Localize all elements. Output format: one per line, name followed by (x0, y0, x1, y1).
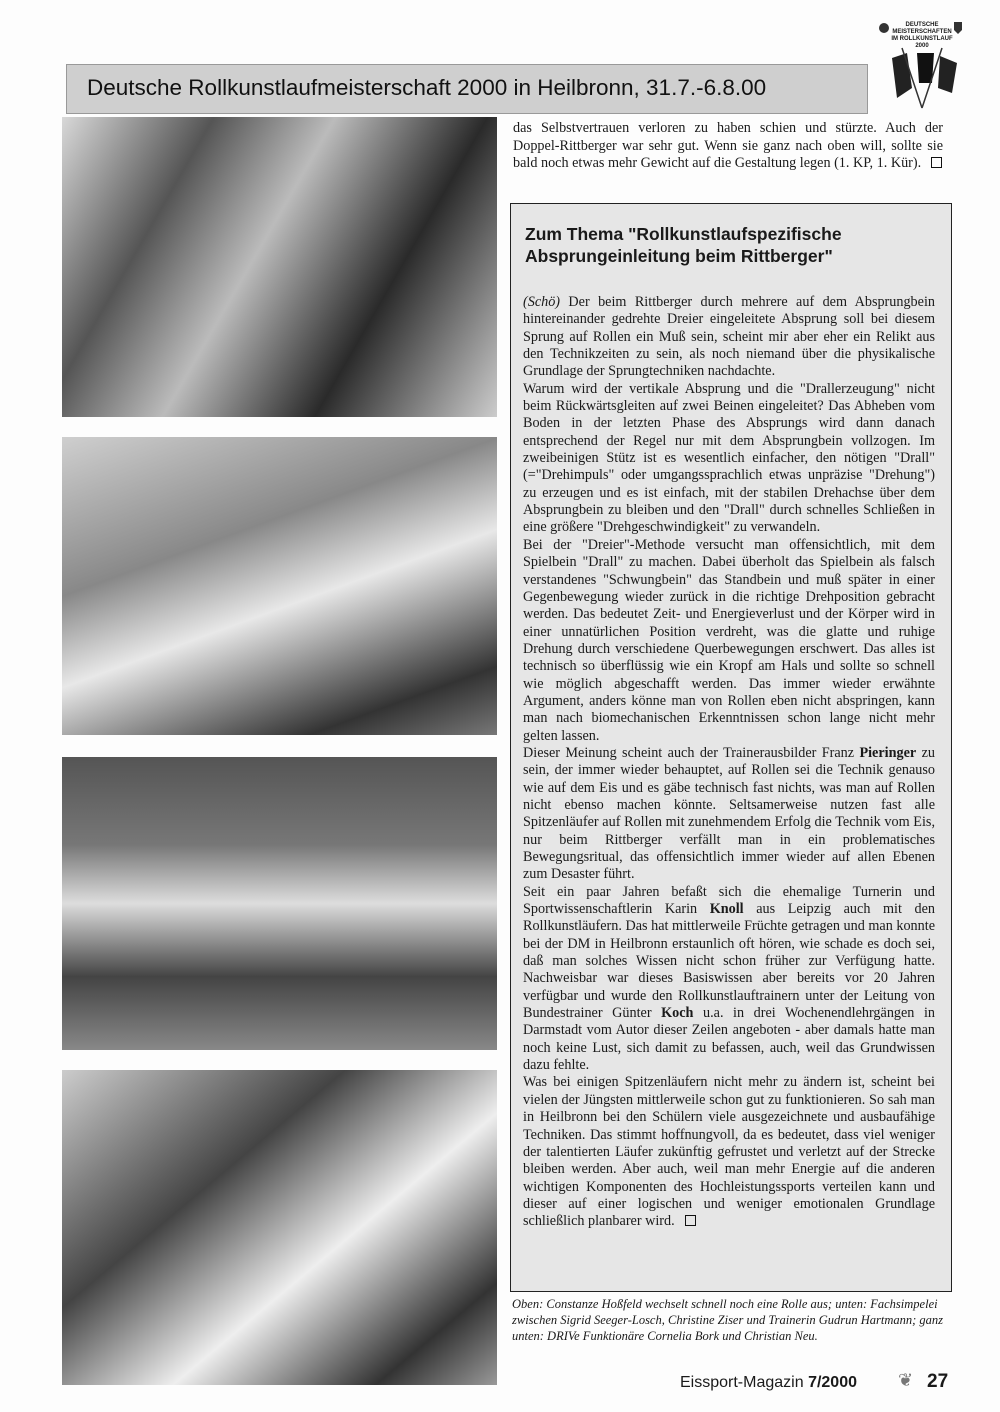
box-body (523, 294, 935, 1231)
header-banner (66, 64, 868, 114)
photo-caption: Oben: Constanze Hoßfeld wechselt schnell noch eine Rolle aus; unten: Fachsimpelei zwischen Sigrid Seeger-Losch, Christine Ziser und Trainerin Gudrun Hartmann; ganz unten: DRIVe Funktionäre Cornelia Bork und Christian Neu. (512, 1297, 944, 1343)
text: Seit ein paar Jahren befaßt sich die ehemalige Turnerin und Sportwissenschaftlerin Karin (523, 883, 935, 918)
text: u.a. in drei Wochenendlehrgängen in Darmstadt vom Autor dieser Zeilen angeboten - aber damals hatte man noch keine Lust, sich damit zu befassen, auch, weil das Grundwissen dazu fehlte. (523, 1005, 935, 1074)
championship-logo (872, 18, 972, 113)
text: Der beim Rittberger durch mehrere auf dem Absprungbein hintereinander gedrehte Dreier eingeleitete Absprung soll bei diesem Sprung auf Rollen ein Muß sein, scheint mir aber eher ein Relikt aus den Technikzeiten zu sein, als noch niemand über die physikalische Grundlage der Sprungtechniken nachdachte. (523, 294, 935, 380)
sidebar-article-box (510, 203, 952, 1292)
paragraph (523, 745, 935, 884)
author-tag: (Schö) (523, 294, 561, 310)
paragraph (523, 381, 935, 537)
paragraph (523, 294, 935, 381)
magazine-bird-icon: ❦ (898, 1370, 914, 1390)
issue-number: 7/2000 (808, 1374, 857, 1391)
text: aus Leipzig auch mit den Rollkunstläufern. Das hat mittlerweile Früchte getragen und man konnte bei der DM in Heilbronn erstaunlich oft hören, wie schade es doch sei, daß man solches Wissen nicht schon früher zur Verfügung hatte. Nachweisbar war dieses Basiswissen aber bereits vor 20 Jahren verfügbar und wurde den Rollkunstlauftrainern unter der Leitung von Bundestrainer Günter (523, 901, 935, 1022)
photo-skate-change (62, 117, 497, 417)
text: Warum wird der vertikale Absprung und die "Drallerzeugung" nicht beim Rückwärtsgleiten auf zwei Beinen eingeleitet? Das Abheben vom Boden in der letzten Phase des Absprungs wird dann danach entsprechend der Regel nur mit dem Absprungbein vollzogen. Im zweibeinigen Stütz ist es wesentlich einfacher, den nötigen "Drall" (="Drehimpuls" oder umgangssprachlich etwas unpräzise "Drehung") zu erzeugen und es ist einfach, mit der stabilen Drehachse über dem Absprungbein zu bleiben und den "Drall" durch schnelles Schließen in eine größere "Drehgeschwindigkeit" zu verwandeln. (523, 380, 935, 536)
footer (680, 1374, 857, 1392)
intro-paragraph (513, 120, 943, 173)
bold-name: Pieringer (859, 744, 917, 761)
end-mark-icon (931, 157, 942, 168)
magazine-name: Eissport-Magazin (680, 1374, 804, 1391)
paragraph (523, 884, 935, 1075)
paragraph (523, 537, 935, 745)
photo-coaches-conversation (62, 757, 497, 1050)
text: Dieser Meinung scheint auch der Trainerausbilder Franz (523, 744, 860, 761)
bold-name: Koch (661, 1005, 694, 1022)
page-number: 27 (927, 1371, 949, 1392)
box-title: Zum Thema "Rollkunstlaufspezifische Absprungeinleitung beim Rittberger" (525, 224, 842, 266)
page-title: Deutsche Rollkunstlaufmeisterschaft 2000 in Heilbronn, 31.7.-6.8.00 (87, 75, 767, 100)
end-mark-icon (685, 1215, 696, 1226)
paragraph (523, 1074, 935, 1230)
intro-text: das Selbstvertrauen verloren zu haben schien und stürzte. Auch der Doppel-Rittberger war sehr gut. Wenn sie ganz nach oben will, sollte sie bald noch etwas mehr Gewicht auf die Gestaltung legen (1. KP, 1. Kür). (513, 120, 943, 171)
photo-officials (62, 1070, 497, 1385)
text: Bei der "Dreier"-Methode versucht man offensichtlich, mit dem Spielbein "Drall" zu machen. Dabei überholt das Spielbein als falsch verstandenes "Schwungbein" das Standbein und muß später in einer Gegenbewegung wieder zurück in die richtige Drehposition gebracht werden. Das bedeutet Zeit- und Energieverlust und der Körper wird in einer unnatürlichen Position verdreht, was die glatte und ruhige Drehung durch verschiedene Querbewegungen erschwert. Das alles ist technisch so überflüssig wie ein Kropf am Hals und sollte so schnell wie möglich abgeschafft werden. Das immer wieder erwähnte Argument, anders könne man von Rollen eben nicht abspringen, kann man nach biomechanischen Erkenntnissen schon lange nicht mehr gelten lassen. (523, 536, 935, 744)
text: Was bei einigen Spitzenläufern nicht mehr zu ändern ist, scheint bei vielen der Jüngsten mittlerweile schon gut zu funktionieren. So sah man in Heilbronn bei den Schülern viele ausgezeichnete und ausbaufähige Techniken. Das stimmt hoffnungvoll, da es bedeutet, dass viel weniger der talentierten Läufer zukünftig gefrustet und verletzt auf der Strecke bleiben werden. Aber auch, weil man mehr Energie auf die anderen wichtigen Komponenten des Hochleistungssports verteilen kann und dieser auf einer logischen und weniger emotionalen Grundlage schließlich planbarer wird. (523, 1074, 935, 1230)
logo-text: DEUTSCHE MEISTERSCHAFTEN IM ROLLKUNSTLAUF 2000 (891, 22, 953, 49)
text: zu sein, der immer wieder behauptet, auf Rollen sei die Technik genauso wie auf dem Eis und es gäbe technisch fast nichts, was man auf Rollen nicht ebenso machen könnte. Seltsamerweise nutzen fast alle Spitzenläufer auf Rollen mit zunehmendem Erfolg die Technik vom Eis, nur beim Rittberger verfällt man in ein problematisches Bewegungsritual, das offensichtlich immer wieder auf allen Ebenen zum Desaster führt. (523, 744, 935, 883)
photo-roller-skate-closeup (62, 437, 497, 735)
bold-name: Knoll (709, 901, 744, 918)
